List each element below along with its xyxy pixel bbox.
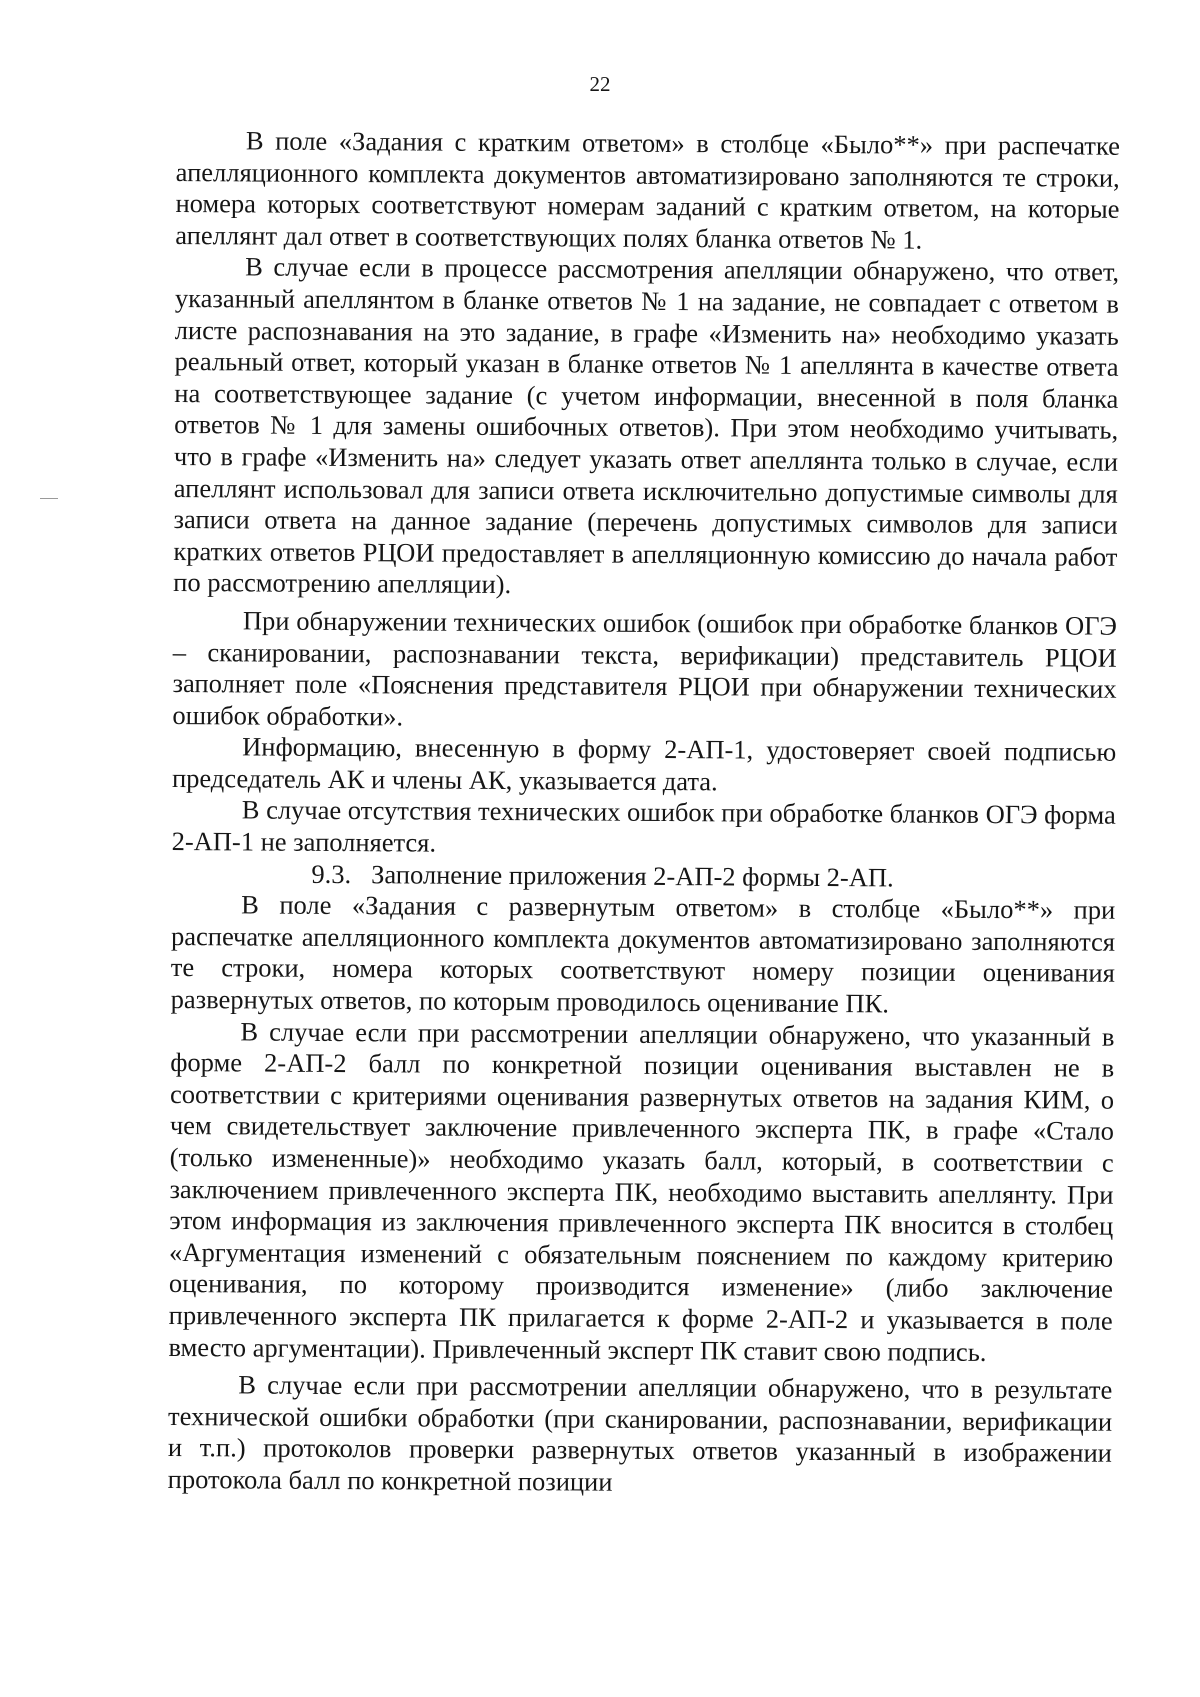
margin-mark bbox=[40, 498, 58, 499]
paragraph-certification: Информацию, внесенную в форму 2-АП-1, удостоверяет своей подписью председатель АК и члены АК, указывается дата. bbox=[171, 731, 1117, 797]
paragraph-answer-mismatch: В случае если в процессе рассмотрения апелляции обнаружено, что ответ, указанный апеллянтом в бланке ответов № 1 на задание, не совпадает с ответом в листе распознавания на это задание, в графе «Изменить на» необходимо указать реальный ответ, который указан в бланке ответов № 1 апеллянта в качестве ответа на соответствующее задание (с учетом информации, внесенной в поля бланка ответов № 1 для замены ошибочных ответов). При этом необходимо учитывать, что в графе «Изменить на» следует указать ответ апеллянта только в случае, если апеллянт использовал для записи ответа исключительно допустимые символы для записи ответа на данное задание (перечень допустимых символов для записи кратких ответов РЦОИ предоставляет в апелляционную комиссию до начала работ по рассмотрению апелляции). bbox=[173, 251, 1120, 600]
paragraph-technical-errors: При обнаружении технических ошибок (ошибок при обработке бланков ОГЭ – сканировании, распознавании текста, верификации) представитель РЦОИ заполняет поле «Пояснения представителя РЦОИ при обнаружении технических ошибок обработки». bbox=[172, 605, 1118, 732]
paragraph-short-answer-field: В поле «Задания с кратким ответом» в столбце «Было**» при распечатке апелляционного комплекта документов автоматизировано заполняются те строки, номера которых соответствуют номерам заданий с кратким ответом, на которые апеллянт дал ответ в соответствующих полях бланка ответов № 1. bbox=[175, 125, 1120, 255]
paragraph-processing-error: В случае если при рассмотрении апелляции обнаружено, что в результате технической ошибки обработки (при сканировании, распознавании, верификации и т.п.) протоколов проверки развернутых ответов указанный в изображении протокола балл по конкретной позиции bbox=[167, 1369, 1113, 1497]
paragraph-score-mismatch: В случае если при рассмотрении апелляции обнаружено, что указанный в форме 2-АП-2 балл по конкретной позиции оценивания выставлен не в соответствии с критериями оценивания развернутых ответов на задания КИМ, о чем свидетельствует заключение привлеченного эксперта ПК, в графе «Стало (только измененные)» необходимо указать балл, который, в соответствии с заключением привлеченного эксперта ПК, необходимо выставить апеллянту. При этом информация из заключения привлеченного эксперта ПК вносится в столбец «Аргументация изменений с обязательным пояснением по каждому критерию оценивания, по которому производится изменение» (либо заключение привлеченного эксперта ПК прилагается к форме 2-АП-2 и указывается в поле вместо аргументации). Привлеченный эксперт ПК ставит свою подпись. bbox=[168, 1016, 1115, 1367]
paragraph-extended-answer-field: В поле «Задания с развернутым ответом» в столбце «Было**» при распечатке апелляционного комплекта документов автоматизировано заполняются те строки, номера которых соответствуют номеру позиции оценивания развернутых ответов, по которым проводилось оценивание ПК. bbox=[170, 889, 1116, 1019]
paragraph-no-errors: В случае отсутствия технических ошибок при обработке бланков ОГЭ форма 2-АП-1 не заполняется. bbox=[171, 794, 1116, 858]
section-title: Заполнение приложения 2-АП-2 формы 2-АП. bbox=[371, 858, 894, 893]
body-text bbox=[168, 125, 1120, 1501]
section-number: 9.3. bbox=[311, 858, 352, 889]
page-number: 22 bbox=[589, 72, 611, 96]
